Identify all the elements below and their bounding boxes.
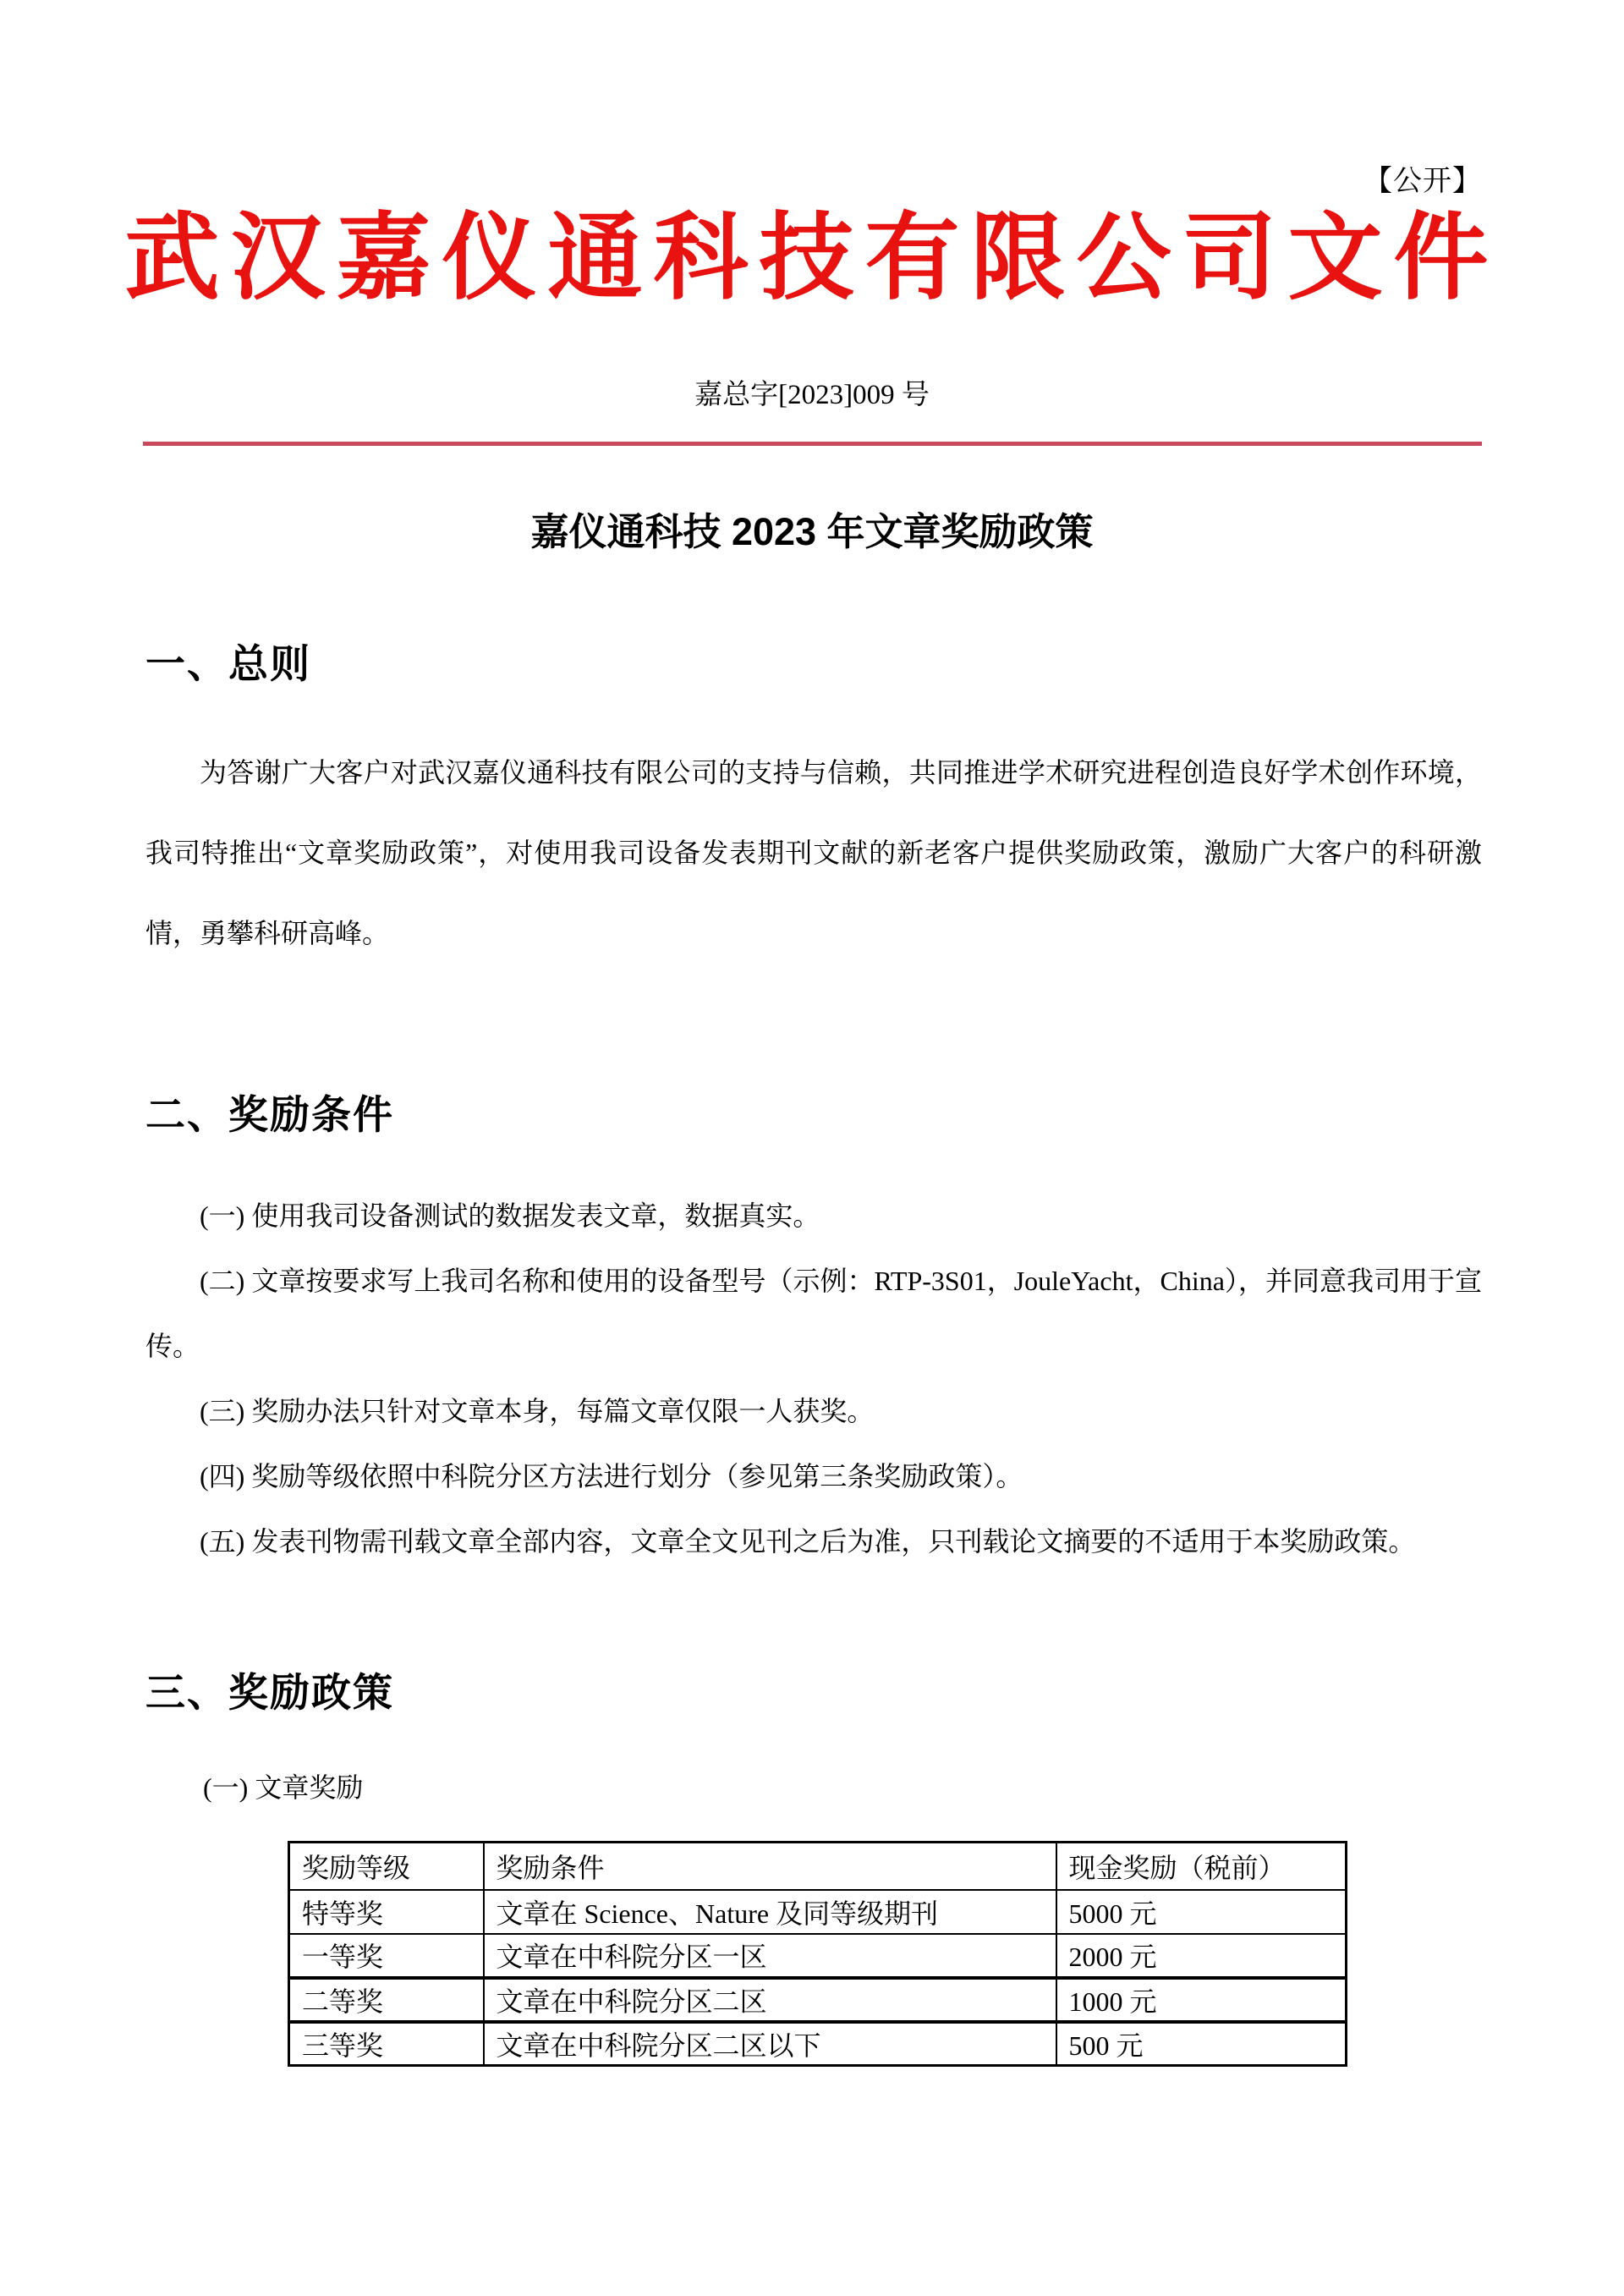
- table-row: [289, 1978, 1347, 2022]
- table-cell-condition: 文章在中科院分区一区: [484, 1934, 1056, 1978]
- document-number: 嘉总字[2023]009 号: [694, 380, 930, 410]
- table-cell-condition: 文章在 Science、Nature 及同等级期刊: [484, 1890, 1056, 1934]
- letterhead-divider: [143, 442, 1482, 446]
- document-title: 嘉仪通科技 2023 年文章奖励政策: [530, 510, 1094, 553]
- company-letterhead-title: 武汉嘉仪通科技有限公司文件: [124, 206, 1500, 311]
- section-heading-policy: 三、奖励政策: [145, 1670, 394, 1715]
- table-row: [289, 1890, 1347, 1934]
- reward-table: [288, 1841, 1347, 2067]
- table-cell-cash: 2000 元: [1056, 1934, 1347, 1978]
- table-cell-cash: 500 元: [1056, 2022, 1347, 2066]
- table-cell-cash: 5000 元: [1056, 1890, 1347, 1934]
- section-heading-conditions: 二、奖励条件: [145, 1092, 394, 1137]
- table-cell-grade: 三等奖: [289, 2022, 484, 2066]
- table-header-grade: 奖励等级: [289, 1843, 484, 1890]
- subsection-label-article-reward: (一) 文章奖励: [203, 1772, 364, 1803]
- table-cell-cash: 1000 元: [1056, 1978, 1347, 2022]
- condition-item-4: (四) 奖励等级依照中科院分区方法进行划分（参见第三条奖励政策）。: [200, 1461, 1023, 1491]
- condition-item-1: (一) 使用我司设备测试的数据发表文章，数据真实。: [200, 1200, 820, 1231]
- section-heading-general: 一、总则: [145, 641, 311, 686]
- intro-paragraph: 为答谢广大客户对武汉嘉仪通科技有限公司的支持与信赖，共同推进学术研究进程创造良好学术创作环境，我司特推出“文章奖励政策”，对使用我司设备发表期刊文献的新老客户提供奖励政策，激励广大客户的科研激情，勇攀科研高峰。: [145, 757, 1482, 948]
- table-cell-grade: 一等奖: [289, 1934, 484, 1978]
- condition-list: [145, 1184, 1482, 1574]
- table-header-row: [289, 1843, 1347, 1890]
- condition-item-2: (二) 文章按要求写上我司名称和使用的设备型号（示例：RTP-3S01，JouleYacht，China），并同意我司用于宣传。: [145, 1266, 1482, 1361]
- table-header-condition: 奖励条件: [484, 1843, 1056, 1890]
- table-cell-grade: 特等奖: [289, 1890, 484, 1934]
- classification-badge: 【公开】: [1363, 166, 1482, 197]
- table-row: [289, 2022, 1347, 2066]
- table-cell-grade: 二等奖: [289, 1978, 484, 2022]
- table-row: [289, 1934, 1347, 1978]
- condition-item-5: (五) 发表刊物需刊载文章全部内容，文章全文见刊之后为准，只刊载论文摘要的不适用于本奖励政策。: [200, 1526, 1416, 1557]
- table-cell-condition: 文章在中科院分区二区以下: [484, 2022, 1056, 2066]
- table-header-cash: 现金奖励（税前）: [1056, 1843, 1347, 1890]
- condition-item-3: (三) 奖励办法只针对文章本身，每篇文章仅限一人获奖。: [200, 1396, 875, 1426]
- table-cell-condition: 文章在中科院分区二区: [484, 1978, 1056, 2022]
